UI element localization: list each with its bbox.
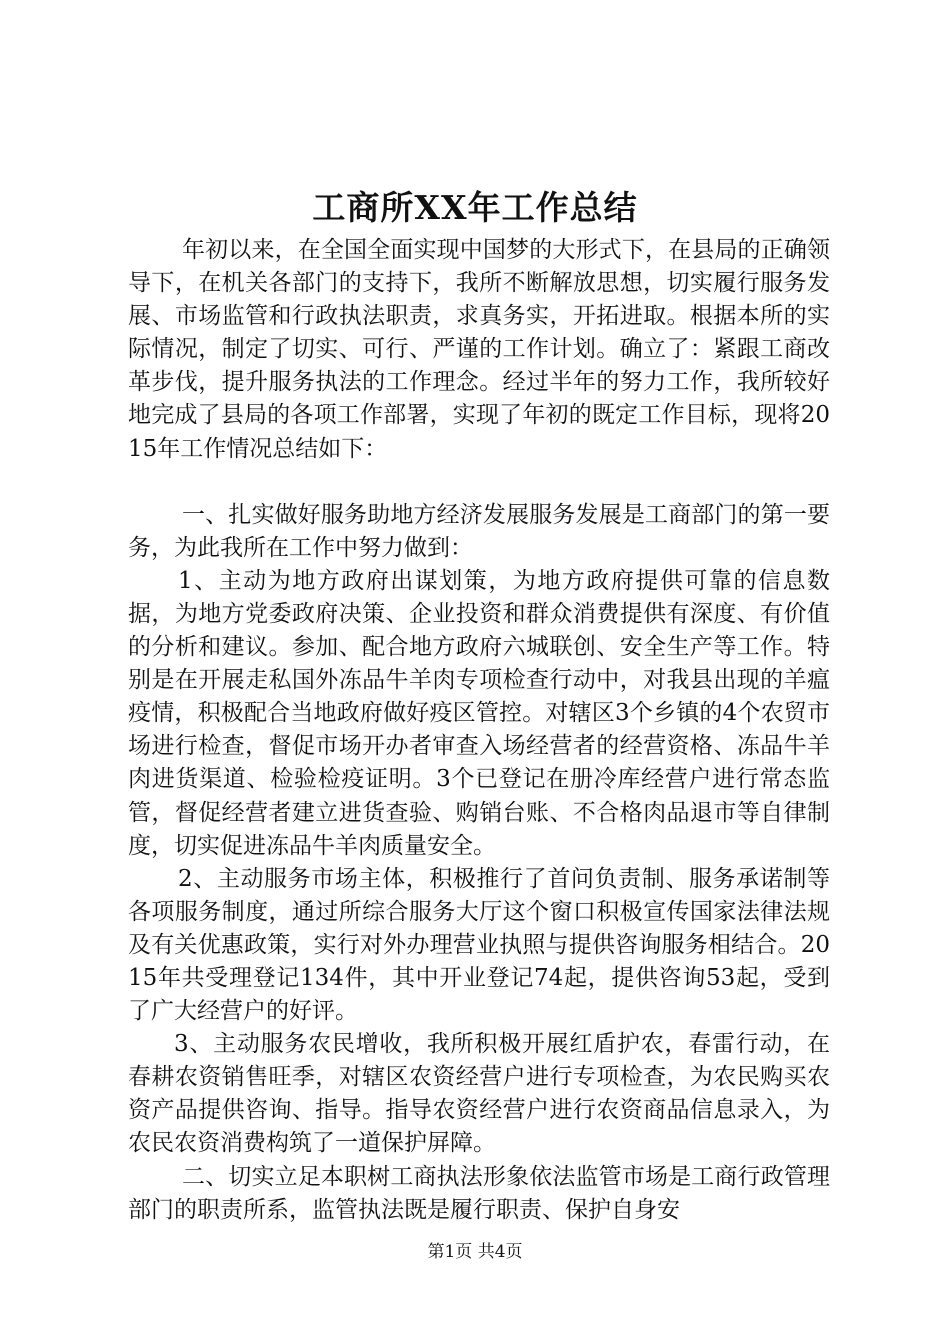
paragraph-gap [128,466,830,499]
paragraph-intro: 年初以来，在全国全面实现中国梦的大形式下，在县局的正确领导下，在机关各部门的支持下，我所不断解放思想，切实履行服务发展、市场监管和行政执法职责，求真务实，开拓进取。根据本所的实际情况，制定了切实、可行、严谨的工作计划。确立了：紧跟工商改革步伐，提升服务执法的工作理念。经过半年的努力工作，我所较好地完成了县局的各项工作部署，实现了年初的既定工作目标，现将2015年工作情况总结如下： [128,237,830,462]
document-title: 工商所XX年工作总结 [312,188,638,227]
paragraph-section-two: 二、切实立足本职树工商执法形象依法监管市场是工商行政管理部门的职责所系，监管执法既是履行职责、保护自身安 [128,1163,830,1223]
page-number: 第1页 共4页 [427,1242,523,1262]
paragraph-item-two: 2、主动服务市场主体，积极推行了首问负责制、服务承诺制等各项服务制度，通过所综合服务大厅这个窗口积极宣传国家法律法规及有关优惠政策，实行对外办理营业执照与提供咨询服务相结合。2015年共受理登记134件，其中开业登记74起，提供咨询53起，受到了广大经营户的好评。 [128,865,830,1025]
paragraph-section-one: 一、扎实做好服务助地方经济发展服务发展是工商部门的第一要务，为此我所在工作中努力做到： [128,501,830,561]
document-body [128,234,830,1227]
paragraph-item-three: 3、主动服务农民增收，我所积极开展红盾护农，春雷行动，在春耕农资销售旺季，对辖区农资经营户进行专项检查，为农民购买农资产品提供咨询、指导。指导农资经营户进行农资商品信息录入，为农民农资消费构筑了一道保护屏障。 [128,1031,830,1157]
paragraph-item-one: 1、主动为地方政府出谋划策，为地方政府提供可靠的信息数据，为地方党委政府决策、企业投资和群众消费提供有深度、有价值的分析和建议。参加、配合地方政府六城联创、安全生产等工作。特别是在开展走私国外冻品牛羊肉专项检查行动中，对我县出现的羊瘟疫情，积极配合当地政府做好疫区管控。对辖区3个乡镇的4个农贸市场进行检查，督促市场开办者审查入场经营者的经营资格、冻品牛羊肉进货渠道、检验检疫证明。3个已登记在册冷库经营户进行常态监管，督促经营者建立进货查验、购销台账、不合格肉品退市等自律制度，切实促进冻品牛羊肉质量安全。 [128,567,830,859]
